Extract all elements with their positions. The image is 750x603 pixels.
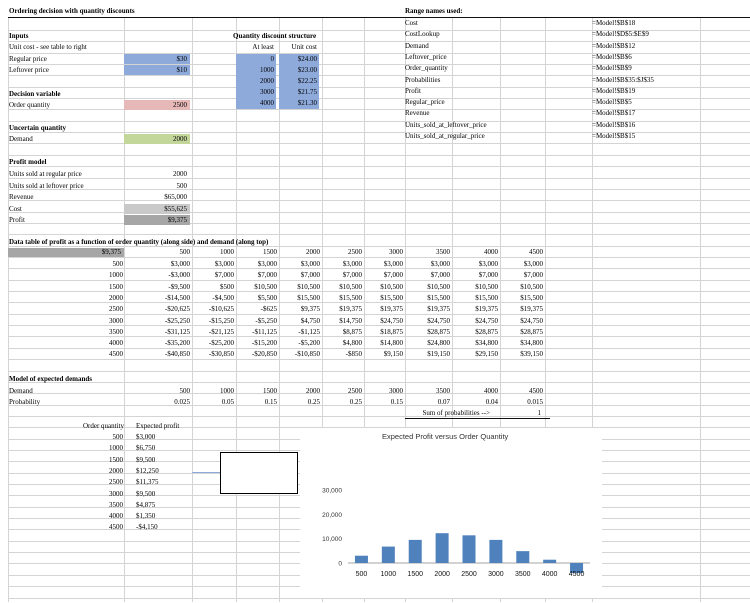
data-table-cell: $19,375 bbox=[520, 305, 543, 313]
range-ref: =Model!$B$5 bbox=[592, 98, 632, 106]
discount-col-unitcost: Unit cost bbox=[291, 43, 317, 51]
data-table-cell: -$15,250 bbox=[208, 317, 234, 325]
x-tick-label: 3500 bbox=[514, 571, 531, 578]
expected-demand: 4000 bbox=[484, 387, 498, 395]
expected-profit-qty: 4500 bbox=[109, 523, 123, 531]
data-table-cell: $15,500 bbox=[475, 294, 498, 302]
title-rule bbox=[8, 17, 750, 18]
expected-profit-qty: 500 bbox=[112, 433, 123, 441]
profit-model-value: 2000 bbox=[173, 170, 187, 178]
inputs-heading: Inputs bbox=[9, 32, 29, 40]
data-table-cell: $5,500 bbox=[257, 294, 277, 302]
grid-row-line bbox=[8, 53, 750, 54]
data-table-cell: -$4,500 bbox=[212, 294, 234, 302]
data-table-cell: -$15,200 bbox=[251, 339, 277, 347]
data-table-cell: $19,375 bbox=[339, 305, 362, 313]
profit-model-label: Units sold at leftover price bbox=[9, 182, 84, 190]
expected-probability: 0.04 bbox=[485, 398, 498, 406]
data-table-cell: -$14,500 bbox=[164, 294, 190, 302]
range-ref: =Model!$B$6 bbox=[592, 53, 632, 61]
data-table-cell: $29,150 bbox=[475, 350, 498, 358]
data-table-cell: $10,500 bbox=[297, 283, 320, 291]
range-ref: =Model!$B$16 bbox=[592, 121, 636, 129]
expected-profit-qty: 3000 bbox=[109, 490, 123, 498]
grid-row-line bbox=[8, 382, 750, 383]
grid-row-line bbox=[8, 416, 750, 417]
range-name: CostLookup bbox=[405, 30, 440, 38]
data-table-cell: $24,750 bbox=[520, 317, 543, 325]
data-table-demand-header: 2500 bbox=[348, 248, 362, 256]
expected-profit-value: $11,375 bbox=[136, 478, 159, 486]
y-tick-label: 30,000 bbox=[322, 487, 342, 495]
expected-profit-value: $9,500 bbox=[136, 456, 156, 464]
data-table-cell: $7,000 bbox=[430, 271, 450, 279]
range-ref: =Model!$B$19 bbox=[592, 87, 636, 95]
data-table-cell: -$1,125 bbox=[298, 328, 320, 336]
expected-profit-value: $9,500 bbox=[136, 490, 156, 498]
expected-probability: 0.15 bbox=[264, 398, 277, 406]
grid-row-line bbox=[8, 348, 750, 349]
demand-value: 2000 bbox=[173, 135, 187, 143]
expected-demand: 2500 bbox=[348, 387, 362, 395]
x-tick-label: 4000 bbox=[541, 571, 558, 578]
y-tick-label: 20,000 bbox=[322, 511, 342, 519]
regular-price-value: $30 bbox=[176, 55, 187, 63]
data-table-cell: $18,875 bbox=[380, 328, 403, 336]
data-table-cell: $3,000 bbox=[170, 260, 190, 268]
expected-profit-value: $6,750 bbox=[136, 444, 156, 452]
data-table-cell: $19,150 bbox=[427, 350, 450, 358]
discount-cost: $21.75 bbox=[297, 88, 317, 96]
x-tick-label: 2000 bbox=[434, 571, 450, 578]
range-name: Leftover_price bbox=[405, 53, 447, 61]
data-table-order-qty: 4000 bbox=[109, 339, 123, 347]
range-name: Units_sold_at_regular_price bbox=[405, 132, 485, 140]
data-table-cell: $3,000 bbox=[478, 260, 498, 268]
data-table-cell: -$850 bbox=[345, 350, 362, 358]
expected-profit-value: $12,250 bbox=[136, 467, 159, 475]
leftover-price-label: Leftover price bbox=[9, 66, 49, 74]
profit-model-label: Units sold at regular price bbox=[9, 170, 82, 178]
data-table-cell: -$5,250 bbox=[255, 317, 277, 325]
data-table-order-qty: 1000 bbox=[109, 271, 123, 279]
y-tick-label: 10,000 bbox=[322, 536, 342, 544]
data-table-cell: -$31,125 bbox=[164, 328, 190, 336]
range-name: Regular_price bbox=[405, 98, 445, 106]
data-table-cell: -$9,500 bbox=[168, 283, 190, 291]
expected-demand: 3500 bbox=[436, 387, 450, 395]
chart-bar bbox=[516, 551, 529, 563]
discount-qty: 1000 bbox=[260, 66, 274, 74]
y-tick-label: 0 bbox=[338, 560, 342, 568]
order-quantity-label: Order quantity bbox=[9, 101, 51, 109]
discount-col-atleast: At least bbox=[252, 43, 274, 51]
grid-row-line bbox=[8, 359, 750, 360]
chart-bar bbox=[409, 540, 422, 563]
data-table-cell: $28,875 bbox=[475, 328, 498, 336]
range-ref: =Model!$B$35:$J$35 bbox=[592, 76, 654, 84]
grid-row-line bbox=[8, 280, 750, 281]
discount-cost: $22.25 bbox=[297, 77, 317, 85]
connector-line bbox=[192, 472, 220, 473]
chart-bar bbox=[355, 556, 368, 563]
sum-rule bbox=[405, 418, 550, 419]
grid-row-line bbox=[8, 87, 750, 88]
decision-heading: Decision variable bbox=[9, 90, 61, 98]
discount-qty: 2000 bbox=[260, 77, 274, 85]
data-table-cell: $10,500 bbox=[520, 283, 543, 291]
data-table-order-qty: 4500 bbox=[109, 350, 123, 358]
x-tick-label: 3000 bbox=[488, 571, 504, 578]
range-name: Order_quantity bbox=[405, 64, 448, 72]
data-table-order-qty: 3500 bbox=[109, 328, 123, 336]
range-ref: =Model!$B$12 bbox=[592, 42, 636, 50]
grid-row-line bbox=[8, 212, 750, 213]
data-table-order-qty: 3000 bbox=[109, 317, 123, 325]
sheet-title: Ordering decision with quantity discounts bbox=[9, 7, 135, 15]
data-table-demand-header: 2000 bbox=[306, 248, 320, 256]
data-table-cell: $7,000 bbox=[478, 271, 498, 279]
leftover-price-value: $10 bbox=[176, 66, 187, 74]
data-table-demand-header: 4000 bbox=[484, 248, 498, 256]
expected-profit-qty: 4000 bbox=[109, 512, 123, 520]
text-box[interactable] bbox=[220, 452, 298, 494]
chart-bar bbox=[382, 547, 395, 563]
data-table-cell: -$10,850 bbox=[294, 350, 320, 358]
expected-profit-qty: 3500 bbox=[109, 501, 123, 509]
grid-row-line bbox=[8, 189, 750, 190]
x-tick-label: 500 bbox=[355, 571, 368, 578]
data-table-cell: $34,800 bbox=[475, 339, 498, 347]
range-ref: =Model!$B$17 bbox=[592, 109, 636, 117]
expected-probability: 0.07 bbox=[437, 398, 450, 406]
profit-model-label: Cost bbox=[9, 205, 22, 213]
order-quantity-col-header: Order quantity bbox=[82, 422, 124, 430]
data-table-corner: $9,375 bbox=[101, 248, 121, 256]
data-table-cell: $7,000 bbox=[257, 271, 277, 279]
range-ref: =Model!$B$18 bbox=[592, 19, 636, 27]
data-table-cell: $28,875 bbox=[427, 328, 450, 336]
range-ref: =Model!$B$15 bbox=[592, 132, 636, 140]
data-table-cell: $7,000 bbox=[383, 271, 403, 279]
grid-row-line bbox=[8, 143, 750, 144]
grid-row-line bbox=[8, 121, 750, 122]
data-table-cell: $19,375 bbox=[380, 305, 403, 313]
discount-heading: Quantity discount structure bbox=[233, 32, 317, 40]
expected-profit-value: $1,350 bbox=[136, 512, 156, 520]
unit-cost-label: Unit cost - see table to right bbox=[9, 43, 87, 51]
data-table-cell: $3,000 bbox=[300, 260, 320, 268]
profit-model-value: $9,375 bbox=[167, 216, 187, 224]
range-name: Revenue bbox=[405, 109, 430, 117]
data-table-cell: -$11,125 bbox=[252, 328, 277, 336]
range-name: Profit bbox=[405, 87, 421, 95]
data-table-cell: -$30,850 bbox=[208, 350, 234, 358]
data-table-cell: $24,750 bbox=[475, 317, 498, 325]
expected-profit-qty: 2500 bbox=[109, 478, 123, 486]
chart-bar bbox=[463, 535, 476, 563]
data-table-cell: -$21,125 bbox=[208, 328, 234, 336]
data-table-cell: $14,750 bbox=[339, 317, 362, 325]
data-table-heading: Data table of profit as a function of order quantity (along side) and demand (along top) bbox=[9, 238, 269, 246]
regular-price-label: Regular price bbox=[9, 55, 47, 63]
data-table-cell: $9,375 bbox=[300, 305, 320, 313]
data-table-cell: $10,500 bbox=[475, 283, 498, 291]
profit-model-label: Revenue bbox=[9, 193, 34, 201]
expected-profit-qty: 1000 bbox=[109, 444, 123, 452]
expected-profit-qty: 2000 bbox=[109, 467, 123, 475]
data-table-cell: $3,000 bbox=[257, 260, 277, 268]
expected-probability: 0.025 bbox=[174, 398, 190, 406]
data-table-cell: $3,000 bbox=[523, 260, 543, 268]
data-table-cell: $7,000 bbox=[300, 271, 320, 279]
grid-row-line bbox=[8, 223, 750, 224]
data-table-cell: $39,150 bbox=[520, 350, 543, 358]
data-table-cell: $14,800 bbox=[380, 339, 403, 347]
chart-bar bbox=[436, 533, 449, 563]
discount-cost: $23.00 bbox=[297, 66, 317, 74]
data-table-cell: $10,500 bbox=[254, 283, 277, 291]
data-table-cell: $28,875 bbox=[520, 328, 543, 336]
grid-row-line bbox=[8, 178, 750, 179]
data-table-cell: -$20,850 bbox=[251, 350, 277, 358]
chart-bar bbox=[489, 540, 502, 563]
sum-probabilities-label: Sum of probabilities --> bbox=[422, 409, 490, 417]
data-table-order-qty: 500 bbox=[112, 260, 123, 268]
grid-row-line bbox=[8, 166, 750, 167]
data-table-demand-header: 1000 bbox=[220, 248, 234, 256]
expected-demand: 500 bbox=[179, 387, 190, 395]
data-table-cell: -$25,250 bbox=[164, 317, 190, 325]
grid-row-line bbox=[8, 41, 750, 42]
grid-row-line bbox=[8, 132, 750, 133]
data-table-cell: -$625 bbox=[260, 305, 277, 313]
expected-probability: 0.05 bbox=[221, 398, 234, 406]
data-table-demand-header: 3000 bbox=[389, 248, 403, 256]
data-table-cell: $15,500 bbox=[520, 294, 543, 302]
discount-cost: $24.00 bbox=[297, 55, 317, 63]
grid-row-line bbox=[8, 234, 750, 235]
grid-col-line bbox=[700, 17, 701, 602]
chart-bar bbox=[543, 560, 556, 563]
data-table-cell: $10,500 bbox=[339, 283, 362, 291]
data-table-cell: $19,375 bbox=[475, 305, 498, 313]
expected-demand: 4500 bbox=[529, 387, 543, 395]
data-table-demand-header: 500 bbox=[179, 248, 190, 256]
data-table-cell: -$3,000 bbox=[168, 271, 190, 279]
expected-profit-value: $4,875 bbox=[136, 501, 156, 509]
x-tick-label: 1500 bbox=[407, 571, 424, 578]
grid-row-line bbox=[8, 64, 750, 65]
data-table-demand-header: 1500 bbox=[263, 248, 277, 256]
data-table-cell: $10,500 bbox=[427, 283, 450, 291]
data-table-demand-header: 4500 bbox=[529, 248, 543, 256]
data-table-cell: $15,500 bbox=[297, 294, 320, 302]
x-tick-label: 4500 bbox=[568, 571, 585, 578]
expected-profit-value: $3,000 bbox=[136, 433, 156, 441]
data-table-order-qty: 2500 bbox=[109, 305, 123, 313]
expected-profit-value: -$4,150 bbox=[136, 523, 158, 531]
data-table-cell: $3,000 bbox=[342, 260, 362, 268]
data-table-cell: $500 bbox=[220, 283, 234, 291]
grid-row-line bbox=[8, 371, 750, 372]
discount-qty: 4000 bbox=[260, 99, 274, 107]
range-names-heading: Range names used: bbox=[405, 7, 463, 15]
probability-row-label: Probability bbox=[9, 398, 41, 406]
data-table-cell: $24,750 bbox=[380, 317, 403, 325]
chart-svg bbox=[300, 428, 602, 598]
range-name: Cost bbox=[405, 19, 418, 27]
profit-model-heading: Profit model bbox=[9, 158, 47, 166]
data-table-cell: $3,000 bbox=[214, 260, 234, 268]
demand-row-label: Demand bbox=[9, 387, 33, 395]
profit-model-value: $65,000 bbox=[164, 193, 187, 201]
data-table-cell: $24,800 bbox=[427, 339, 450, 347]
data-table-order-qty: 1500 bbox=[109, 283, 123, 291]
data-table-demand-header: 3500 bbox=[436, 248, 450, 256]
expected-profit-chart[interactable] bbox=[300, 428, 602, 598]
range-ref: =Model!$D$5:$E$9 bbox=[592, 30, 649, 38]
data-table-cell: -$5,200 bbox=[298, 339, 320, 347]
expected-demand: 1500 bbox=[263, 387, 277, 395]
grid-row-line bbox=[8, 200, 750, 201]
expected-demand: 2000 bbox=[306, 387, 320, 395]
demand-label: Demand bbox=[9, 135, 33, 143]
data-table-cell: $8,875 bbox=[342, 328, 362, 336]
chart-title: Expected Profit versus Order Quantity bbox=[382, 432, 509, 441]
expected-demand: 3000 bbox=[389, 387, 403, 395]
data-table-cell: $19,375 bbox=[427, 305, 450, 313]
sum-probabilities-value: 1 bbox=[537, 409, 541, 417]
data-table-cell: $10,500 bbox=[380, 283, 403, 291]
data-table-cell: -$20,625 bbox=[164, 305, 190, 313]
profit-model-label: Profit bbox=[9, 216, 25, 224]
data-table-cell: $3,000 bbox=[430, 260, 450, 268]
data-table-cell: $7,000 bbox=[342, 271, 362, 279]
expected-probability: 0.015 bbox=[527, 398, 543, 406]
data-table-order-qty: 2000 bbox=[109, 294, 123, 302]
discount-cost: $21.30 bbox=[297, 99, 317, 107]
data-table-cell: $15,500 bbox=[380, 294, 403, 302]
expected-profit-col-header: Expected profit bbox=[136, 422, 180, 430]
order-quantity-value: 2500 bbox=[173, 101, 187, 109]
profit-model-value: 500 bbox=[176, 182, 187, 190]
data-table-cell: $9,150 bbox=[383, 350, 403, 358]
data-table-cell: $7,000 bbox=[523, 271, 543, 279]
profit-model-value: $55,625 bbox=[164, 205, 187, 213]
data-table-cell: $24,750 bbox=[427, 317, 450, 325]
expected-profit-qty: 1500 bbox=[109, 456, 123, 464]
data-table-cell: $7,000 bbox=[214, 271, 234, 279]
range-name: Probabilities bbox=[405, 76, 441, 84]
expected-probability: 0.25 bbox=[349, 398, 362, 406]
discount-qty: 0 bbox=[270, 55, 274, 63]
expected-demands-heading: Model of expected demands bbox=[9, 375, 93, 383]
data-table-cell: $3,000 bbox=[383, 260, 403, 268]
expected-demand: 1000 bbox=[220, 387, 234, 395]
range-name: Units_sold_at_leftover_price bbox=[405, 121, 487, 129]
x-tick-label: 2500 bbox=[461, 571, 477, 578]
data-table-cell: -$25,200 bbox=[208, 339, 234, 347]
data-table-cell: $15,500 bbox=[339, 294, 362, 302]
range-name: Demand bbox=[405, 42, 429, 50]
uncertain-heading: Uncertain quantity bbox=[9, 124, 66, 132]
grid-row-line bbox=[8, 109, 750, 110]
data-table-cell: $4,800 bbox=[342, 339, 362, 347]
data-table-cell: $15,500 bbox=[427, 294, 450, 302]
expected-probability: 0.15 bbox=[390, 398, 403, 406]
grid-row-line bbox=[8, 257, 750, 258]
data-table-cell: $4,750 bbox=[300, 317, 320, 325]
data-table-cell: -$10,625 bbox=[208, 305, 234, 313]
expected-probability: 0.25 bbox=[307, 398, 320, 406]
data-table-cell: $34,800 bbox=[520, 339, 543, 347]
data-table-cell: -$35,200 bbox=[164, 339, 190, 347]
data-table-cell: -$40,850 bbox=[164, 350, 190, 358]
grid-row-line bbox=[8, 314, 750, 315]
grid-row-line bbox=[8, 98, 750, 99]
range-ref: =Model!$B$9 bbox=[592, 64, 632, 72]
discount-qty: 3000 bbox=[260, 88, 274, 96]
x-tick-label: 1000 bbox=[380, 571, 397, 578]
grid-row-line bbox=[8, 598, 750, 599]
grid-row-line bbox=[8, 155, 750, 156]
